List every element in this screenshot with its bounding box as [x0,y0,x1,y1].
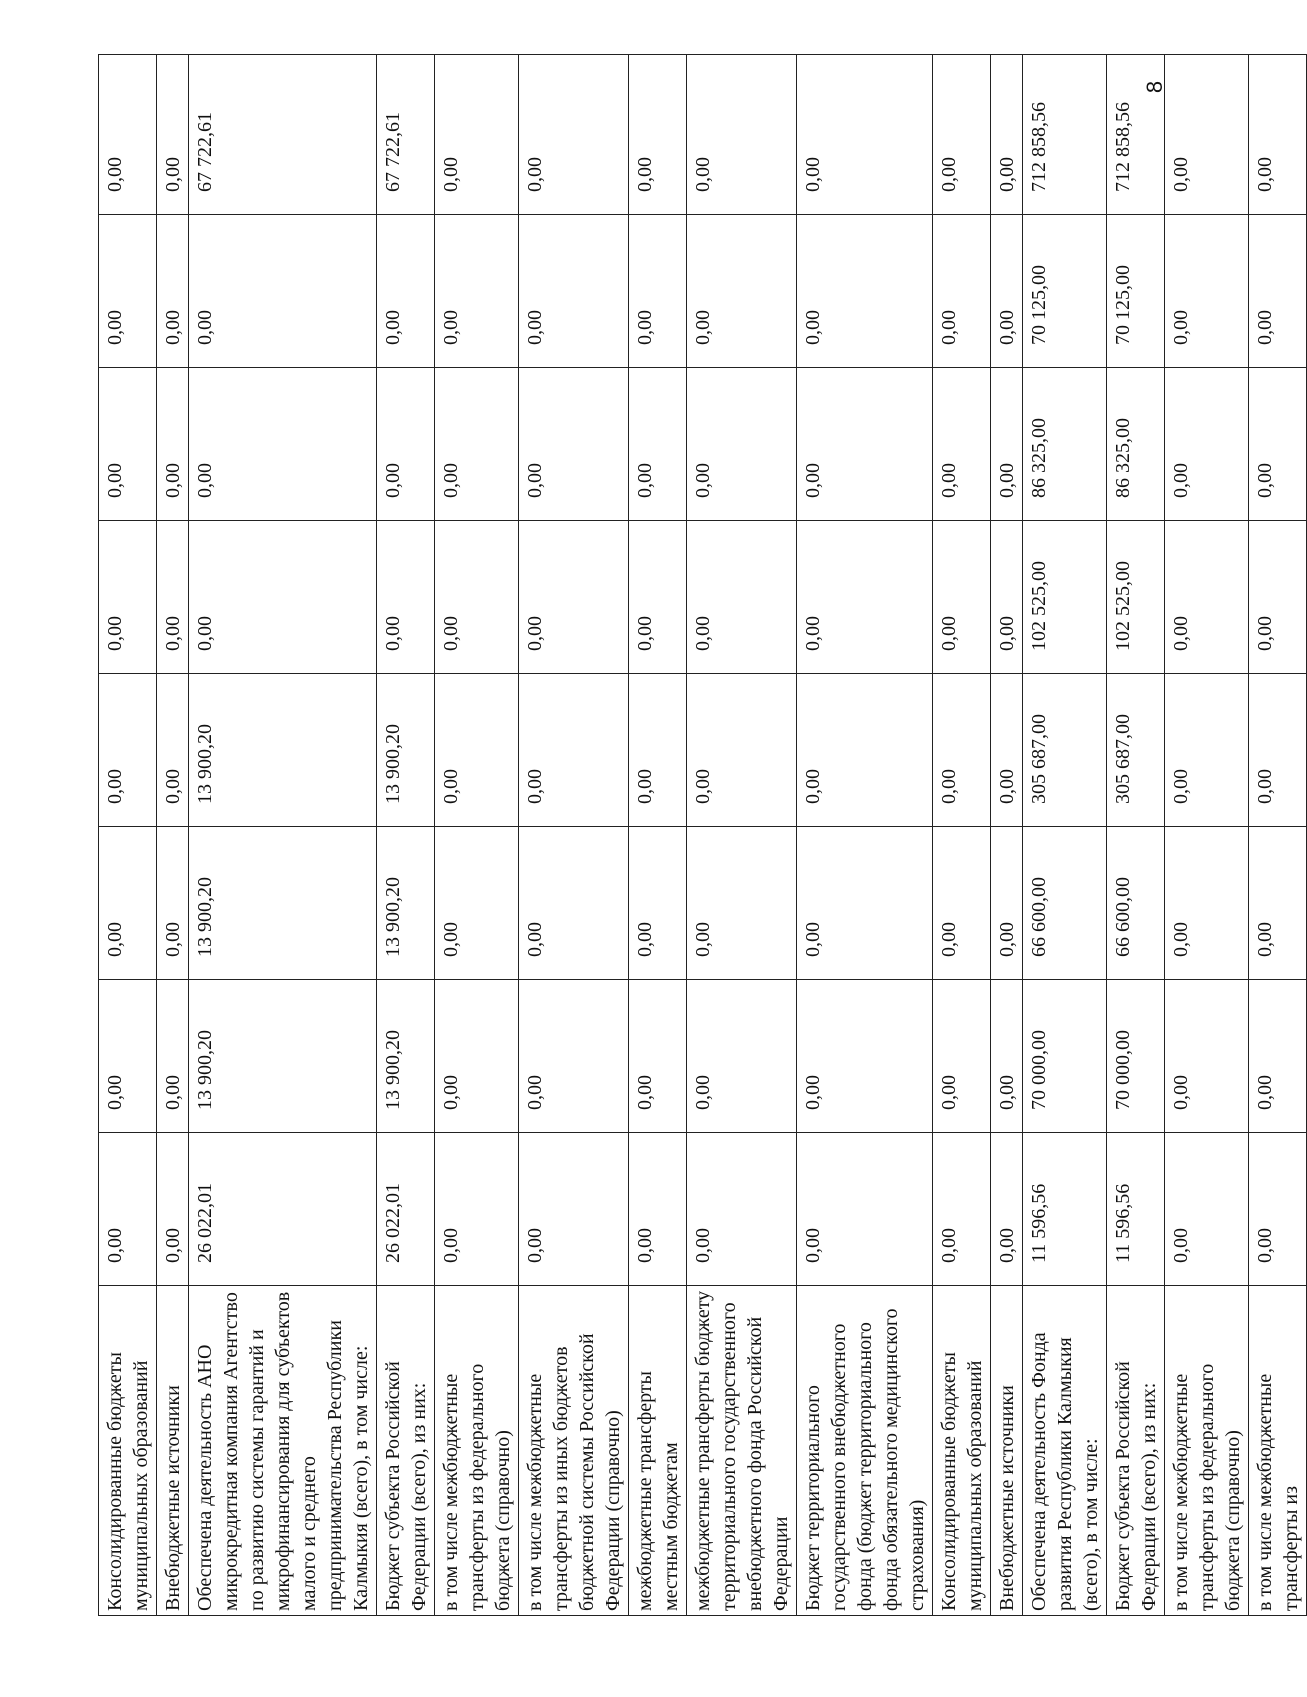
value-cell: 0,00 [1165,215,1249,368]
value-cell: 0,00 [991,215,1023,368]
table-row [1107,55,1165,1616]
value-cell: 0,00 [377,521,435,674]
value-cell: 0,00 [991,368,1023,521]
value-cell: 26 022,01 [189,1133,377,1286]
value-cell: 0,00 [99,674,157,827]
value-cell: 0,00 [519,980,629,1133]
value-cell: 0,00 [519,827,629,980]
value-cell: 0,00 [991,674,1023,827]
value-cell: 0,00 [157,521,189,674]
table-row [435,55,519,1616]
value-cell: 0,00 [629,980,687,1133]
value-cell: 0,00 [1249,368,1307,521]
value-cell: 0,00 [99,521,157,674]
page-number: 8 [1142,80,1167,94]
value-cell: 102 525,00 [1107,521,1165,674]
value-cell: 0,00 [157,215,189,368]
row-label: межбюджетные трансферты местным бюджетам [629,1286,687,1616]
value-cell: 0,00 [797,215,933,368]
value-cell: 0,00 [189,215,377,368]
value-cell: 0,00 [435,521,519,674]
value-cell: 13 900,20 [377,827,435,980]
table-row [1165,55,1249,1616]
value-cell: 0,00 [933,674,991,827]
value-cell: 0,00 [797,674,933,827]
value-cell: 70 000,00 [1023,980,1107,1133]
row-label: Обеспечена деятельность Фонда развития Республики Калмыкия (всего), в том числе: [1023,1286,1107,1616]
row-label: Консолидированные бюджеты муниципальных образований [933,1286,991,1616]
value-cell: 67 722,61 [189,55,377,215]
value-cell: 0,00 [157,55,189,215]
value-cell: 0,00 [435,827,519,980]
value-cell: 26 022,01 [377,1133,435,1286]
value-cell: 0,00 [519,55,629,215]
value-cell: 0,00 [435,368,519,521]
value-cell: 0,00 [377,215,435,368]
value-cell: 0,00 [629,1133,687,1286]
table-row [519,55,629,1616]
value-cell: 0,00 [1249,827,1307,980]
value-cell: 0,00 [687,674,797,827]
row-label: в том числе межбюджетные трансферты из федерального бюджета (справочно) [1165,1286,1249,1616]
row-label: в том числе межбюджетные трансферты из федерального бюджета (справочно) [435,1286,519,1616]
table-row [933,55,991,1616]
value-cell: 0,00 [99,55,157,215]
value-cell: 0,00 [687,368,797,521]
value-cell: 0,00 [797,55,933,215]
row-label: Бюджет субъекта Российской Федерации (всего), из них: [1107,1286,1165,1616]
value-cell: 0,00 [933,368,991,521]
value-cell: 66 600,00 [1107,827,1165,980]
value-cell: 0,00 [1165,55,1249,215]
value-cell: 0,00 [1165,980,1249,1133]
value-cell: 0,00 [629,827,687,980]
value-cell: 0,00 [991,1133,1023,1286]
value-cell: 11 596,56 [1107,1133,1165,1286]
table-row [377,55,435,1616]
value-cell: 0,00 [933,980,991,1133]
value-cell: 13 900,20 [189,980,377,1133]
value-cell: 0,00 [1249,55,1307,215]
value-cell: 0,00 [797,827,933,980]
value-cell: 70 125,00 [1107,215,1165,368]
value-cell: 0,00 [797,1133,933,1286]
value-cell: 0,00 [797,980,933,1133]
value-cell: 0,00 [1249,980,1307,1133]
row-label: Внебюджетные источники [157,1286,189,1616]
row-label: Внебюджетные источники [991,1286,1023,1616]
row-label: Бюджет территориального государственного внебюджетного фонда (бюджет территориального фонда обязательного медицинского страхования) [797,1286,933,1616]
value-cell: 0,00 [99,368,157,521]
value-cell: 0,00 [1249,674,1307,827]
value-cell: 13 900,20 [189,674,377,827]
table-body [99,55,1307,1616]
table-row [797,55,933,1616]
value-cell: 70 000,00 [1107,980,1165,1133]
value-cell: 0,00 [157,674,189,827]
value-cell: 0,00 [933,521,991,674]
value-cell: 0,00 [377,368,435,521]
value-cell: 0,00 [435,1133,519,1286]
value-cell: 0,00 [629,674,687,827]
value-cell: 712 858,56 [1107,55,1165,215]
value-cell: 0,00 [99,980,157,1133]
value-cell: 11 596,56 [1023,1133,1107,1286]
value-cell: 0,00 [991,521,1023,674]
table-row [1023,55,1107,1616]
table-row [629,55,687,1616]
row-label: в том числе межбюджетные трансферты из [1249,1286,1307,1616]
value-cell: 0,00 [157,1133,189,1286]
value-cell: 0,00 [1249,215,1307,368]
value-cell: 0,00 [1165,1133,1249,1286]
value-cell: 0,00 [991,980,1023,1133]
row-label: Обеспечена деятельность АНО микрокредитная компания Агентство по развитию системы гарантий и микрофинансирования для субъектов малого и среднего предпринимательства Республики Калмыкия (всего), в том числе: [189,1286,377,1616]
value-cell: 0,00 [687,827,797,980]
value-cell: 0,00 [629,521,687,674]
value-cell: 0,00 [687,521,797,674]
value-cell: 0,00 [1165,368,1249,521]
value-cell: 13 900,20 [377,674,435,827]
value-cell: 0,00 [189,368,377,521]
budget-table [98,54,1307,1616]
value-cell: 0,00 [991,827,1023,980]
value-cell: 70 125,00 [1023,215,1107,368]
value-cell: 86 325,00 [1107,368,1165,521]
row-label: Бюджет субъекта Российской Федерации (всего), из них: [377,1286,435,1616]
value-cell: 0,00 [435,215,519,368]
value-cell: 0,00 [933,827,991,980]
value-cell: 0,00 [797,368,933,521]
table-row [991,55,1023,1616]
value-cell: 0,00 [519,674,629,827]
value-cell: 67 722,61 [377,55,435,215]
value-cell: 0,00 [157,980,189,1133]
value-cell: 0,00 [797,521,933,674]
row-label: межбюджетные трансферты бюджету территориального государственного внебюджетного фонда Российской Федерации [687,1286,797,1616]
value-cell: 0,00 [1165,521,1249,674]
row-label: Консолидированные бюджеты муниципальных образований [99,1286,157,1616]
value-cell: 0,00 [687,55,797,215]
value-cell: 0,00 [99,1133,157,1286]
value-cell: 66 600,00 [1023,827,1107,980]
value-cell: 0,00 [991,55,1023,215]
value-cell: 305 687,00 [1107,674,1165,827]
value-cell: 0,00 [1249,521,1307,674]
value-cell: 0,00 [1165,827,1249,980]
row-label: в том числе межбюджетные трансферты из иных бюджетов бюджетной системы Российской Федерации (справочно) [519,1286,629,1616]
rotated-table-container [98,55,1302,1616]
value-cell: 102 525,00 [1023,521,1107,674]
table-row [157,55,189,1616]
value-cell: 86 325,00 [1023,368,1107,521]
value-cell: 0,00 [629,215,687,368]
value-cell: 0,00 [1165,674,1249,827]
value-cell: 0,00 [629,368,687,521]
value-cell: 0,00 [519,521,629,674]
table-row [189,55,377,1616]
value-cell: 0,00 [629,55,687,215]
table-row [1249,55,1307,1616]
value-cell: 0,00 [687,215,797,368]
value-cell: 0,00 [157,827,189,980]
value-cell: 0,00 [933,215,991,368]
value-cell: 0,00 [687,1133,797,1286]
value-cell: 0,00 [435,980,519,1133]
value-cell: 0,00 [189,521,377,674]
value-cell: 0,00 [687,980,797,1133]
value-cell: 0,00 [435,55,519,215]
value-cell: 712 858,56 [1023,55,1107,215]
value-cell: 13 900,20 [189,827,377,980]
value-cell: 0,00 [99,827,157,980]
value-cell: 305 687,00 [1023,674,1107,827]
value-cell: 0,00 [933,1133,991,1286]
value-cell: 0,00 [1249,1133,1307,1286]
table-row [99,55,157,1616]
value-cell: 0,00 [157,368,189,521]
value-cell: 0,00 [519,368,629,521]
value-cell: 0,00 [435,674,519,827]
value-cell: 0,00 [933,55,991,215]
value-cell: 0,00 [519,215,629,368]
value-cell: 0,00 [99,215,157,368]
value-cell: 13 900,20 [377,980,435,1133]
value-cell: 0,00 [519,1133,629,1286]
table-row [687,55,797,1616]
